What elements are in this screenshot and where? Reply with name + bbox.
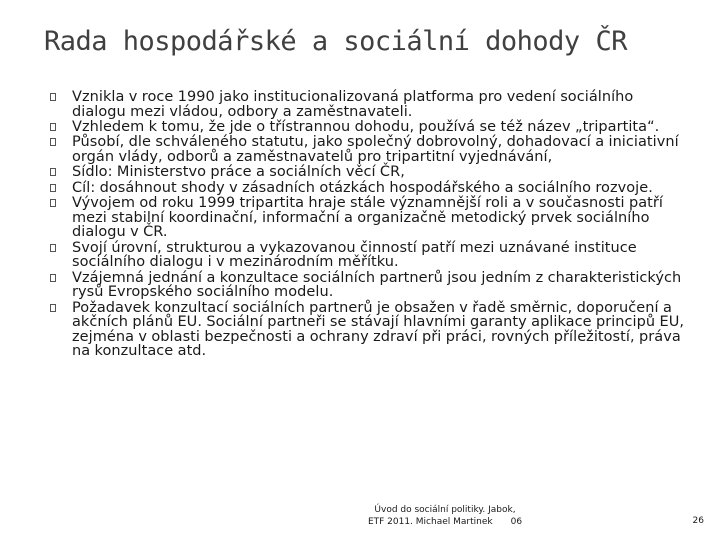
page-number: 26 (692, 516, 704, 526)
bullet-text: Vzhledem k tomu, že jde o třístrannou dohodu, používá se též název „tripartita“. (72, 118, 660, 135)
footer-author-line (350, 516, 540, 528)
bullet-item (50, 90, 690, 119)
bullet-text: Cíl: dosáhnout shody v zásadních otázkách hospodářského a sociálního rozvoje. (72, 179, 653, 196)
square-bullet-icon (50, 199, 56, 207)
bullet-item (50, 241, 690, 270)
footer (350, 504, 540, 528)
bullet-text: Působí, dle schváleného statutu, jako společný dobrovolný, dohadovací a iniciativní orgán vlády, odborů a zaměstnavatelů pro tripartitní vyjednávání, (72, 134, 679, 165)
footer-date: 06 (510, 517, 523, 527)
bullet-text: Vznikla v roce 1990 jako institucionalizovaná platforma pro vedení sociálního dialogu mezi vládou, odbory a zaměstnavateli. (72, 89, 634, 120)
slide-title: Rada hospodářské a sociální dohody ČR (44, 26, 627, 57)
bullet-text: Sídlo: Ministerstvo práce a sociálních věcí ČR, (72, 164, 405, 181)
bullet-text: Požadavek konzultací sociálních partnerů je obsažen v řadě směrnic, doporučení a akčních plánů EU. Sociální partneři se stávají hlavními garanty aplikace principů EU, zejména v oblasti bezpečnosti a ochrany zdraví při práci, rovných příležitostí, práva na konzultace atd. (72, 299, 685, 360)
bullet-item (50, 196, 690, 240)
bullet-item (50, 301, 690, 359)
bullet-text: Vzájemná jednání a konzultace sociálních partnerů jsou jedním z charakteristických rysů Evropského sociálního modelu. (72, 269, 682, 301)
bullet-text: Vývojem od roku 1999 tripartita hraje stále významnější roli a v současnosti patří mezi stabilní koordinační, informační a organizačně metodický prvek sociálního dialogu v ČR. (72, 195, 664, 241)
square-bullet-icon (50, 93, 56, 101)
square-bullet-icon (50, 138, 56, 146)
square-bullet-icon (50, 304, 56, 312)
bullet-item (50, 181, 690, 196)
bullet-item (50, 165, 690, 180)
bullet-item (50, 120, 690, 135)
bullet-list (50, 90, 690, 360)
square-bullet-icon (50, 274, 56, 282)
bullet-text: Svojí úrovní, strukturou a vykazovanou činností patří mezi uznávané instituce sociálního dialogu i v mezinárodním měřítku. (72, 239, 637, 271)
square-bullet-icon (50, 244, 56, 252)
footer-author: ETF 2011. Michael Martinek (367, 517, 493, 527)
square-bullet-icon (50, 168, 56, 176)
bullet-item (50, 271, 690, 300)
square-bullet-icon (50, 184, 56, 192)
square-bullet-icon (50, 123, 56, 131)
footer-course: Úvod do sociální politiky. Jabok, (374, 505, 516, 515)
bullet-item (50, 135, 690, 164)
